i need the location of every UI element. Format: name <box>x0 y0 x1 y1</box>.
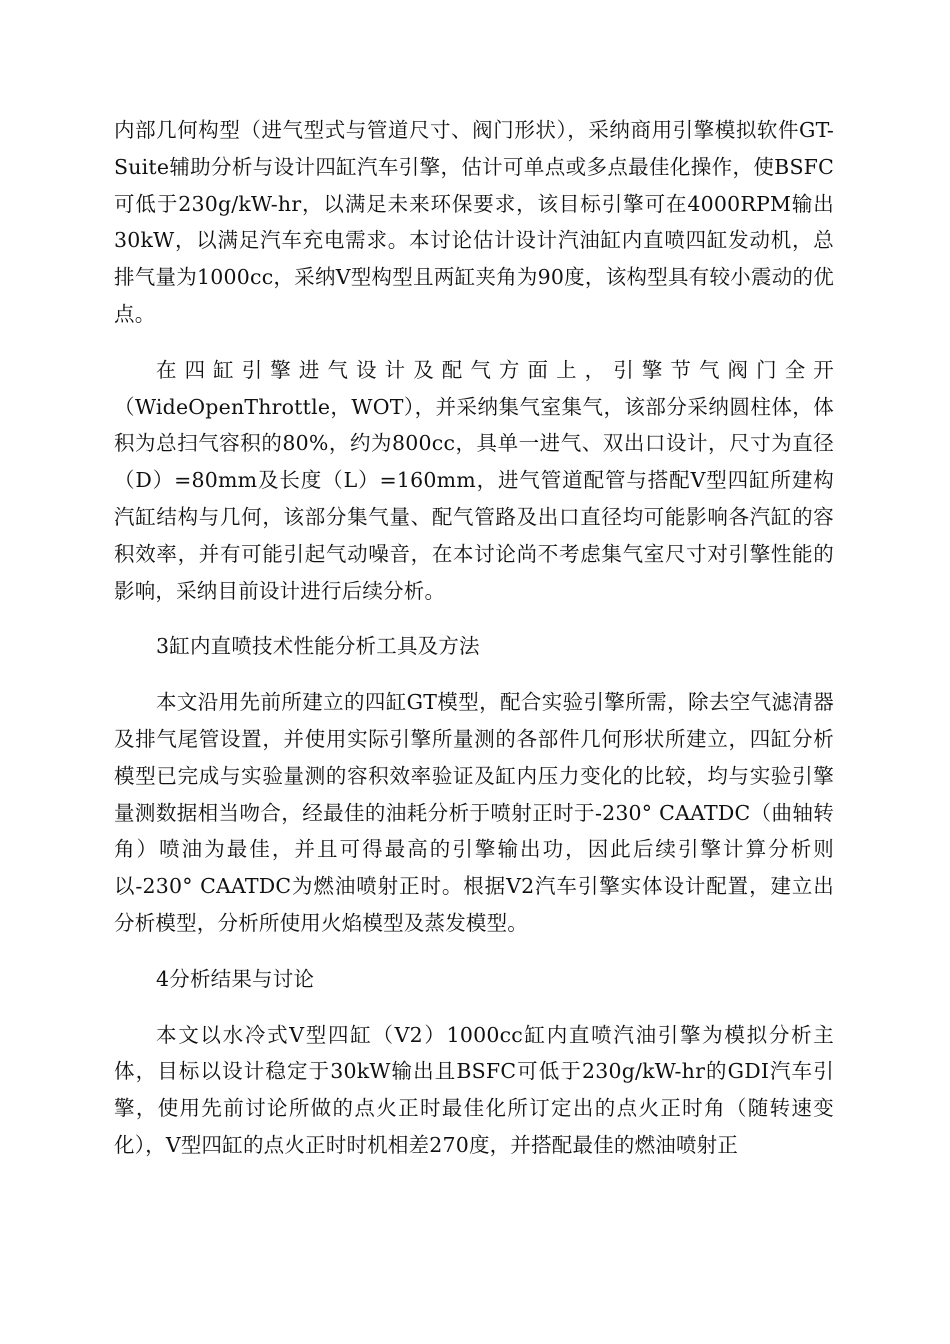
paragraph-analysis-method: 本文沿用先前所建立的四缸GT模型，配合实验引擎所需，除去空气滤清器及排气尾管设置，并使用实际引擎所量测的各部件几何形状所建立，四缸分析模型已完成与实验量测的容积效率验证及缸内压力变化的比较，均与实验引擎量测数据相当吻合，经最佳的油耗分析于喷射正时于-230° CAATDC（曲轴转角）喷油为最佳，并且可得最高的引擎输出功，因此后续引擎计算分析则以-230° CAATDC为燃油喷射正时。根据V2汽车引擎实体设计配置，建立出分析模型，分析所使用火焰模型及蒸发模型。 <box>114 690 834 935</box>
document-body <box>114 112 834 1183</box>
paragraph-intake-design: 在四缸引擎进气设计及配气方面上，引擎节气阀门全开（WideOpenThrottle，WOT），并采纳集气室集气，该部分采纳圆柱体，体积为总扫气容积的80%，约为800cc，具单一进气、双出口设计，尺寸为直径（D）=80mm及长度（L）=160mm，进气管道配管与搭配V型四缸所建构汽缸结构与几何，该部分集气量、配气管路及出口直径均可能影响各汽缸的容积效率，并有可能引起气动噪音，在本讨论尚不考虑集气室尺寸对引擎性能的影响，采纳目前设计进行后续分析。 <box>114 357 834 603</box>
section-heading-3: 3缸内直喷技术性能分析工具及方法 <box>156 634 480 659</box>
paragraph-intro: 内部几何构型（进气型式与管道尺寸、阀门形状），采纳商用引擎模拟软件GT-Suite辅助分析与设计四缸汽车引擎，估计可单点或多点最佳化操作，使BSFC可低于230g/kW-hr，以满足未来环保要求，该目标引擎可在4000RPM输出30kW，以满足汽车充电需求。本讨论估计设计汽油缸内直喷四缸发动机，总排气量为1000cc，采纳V型构型且两缸夹角为90度，该构型具有较小震动的优点。 <box>114 118 834 326</box>
paragraph-results: 本文以水冷式V型四缸（V2）1000cc缸内直喷汽油引擎为模拟分析主体，目标以设计稳定于30kW输出且BSFC可低于230g/kW-hr的GDI汽车引擎，使用先前讨论所做的点火正时最佳化所订定出的点火正时角（随转速变化），V型四缸的点火正时时机相差270度，并搭配最佳的燃油喷射正 <box>114 1022 834 1157</box>
section-heading-4: 4分析结果与讨论 <box>156 966 315 991</box>
